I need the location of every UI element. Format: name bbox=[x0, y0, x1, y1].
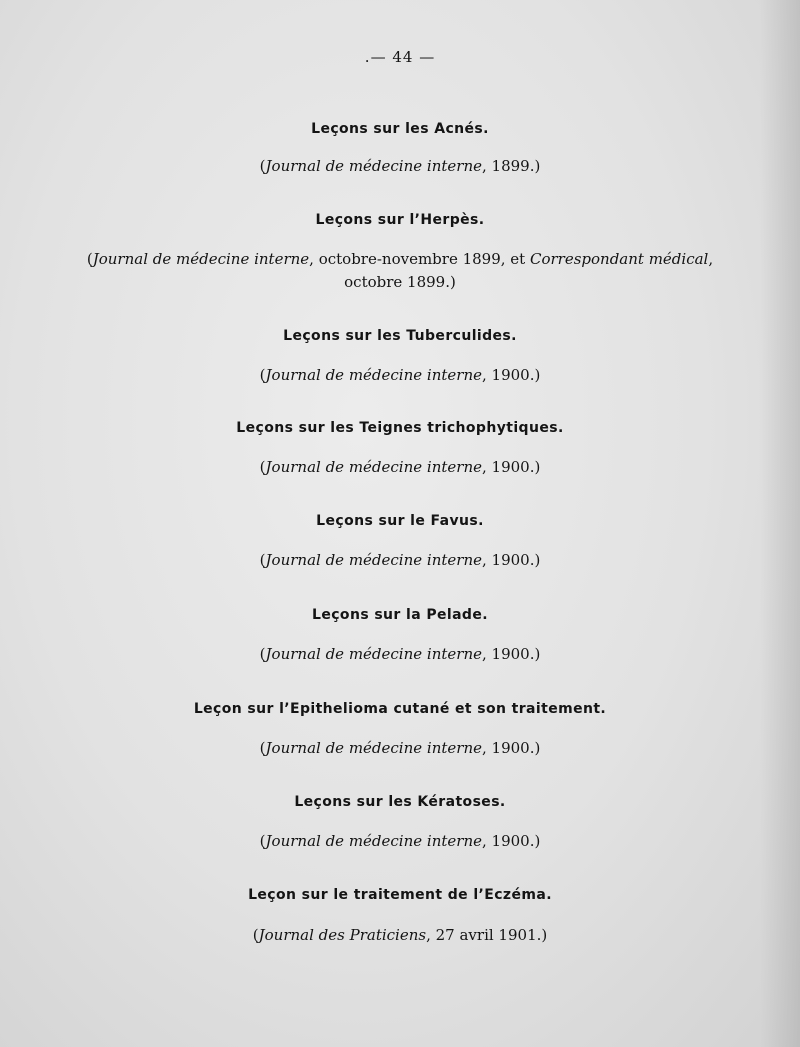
entry-source: (Journal de médecine interne, 1900.) bbox=[259, 739, 541, 757]
entry-source-continuation: octobre 1899.) bbox=[344, 273, 456, 291]
entry-source: (Journal de médecine interne, 1900.) bbox=[259, 645, 541, 663]
entry-title: Leçons sur les Acnés. bbox=[311, 121, 489, 137]
page-number: .— 44 — bbox=[364, 48, 436, 66]
entry-title: Leçons sur la Pelade. bbox=[312, 607, 488, 623]
entry-title: Leçons sur l’Herpès. bbox=[315, 212, 485, 228]
entry-title: Leçons sur les Kératoses. bbox=[294, 794, 506, 810]
entry-title: Leçon sur le traitement de l’Eczéma. bbox=[248, 887, 552, 903]
entry-source: (Journal de médecine interne, octobre-novembre 1899, et Correspondant médical, bbox=[86, 250, 714, 268]
entry-source: (Journal de médecine interne, 1899.) bbox=[259, 157, 541, 175]
entry-title: Leçons sur les Tuberculides. bbox=[283, 328, 517, 344]
entry-title: Leçons sur les Teignes trichophytiques. bbox=[236, 420, 564, 436]
entry-source: (Journal de médecine interne, 1900.) bbox=[259, 832, 541, 850]
entry-source: (Journal de médecine interne, 1900.) bbox=[259, 551, 541, 569]
entry-source: (Journal de médecine interne, 1900.) bbox=[259, 366, 541, 384]
entry-source: (Journal de médecine interne, 1900.) bbox=[259, 458, 541, 476]
entry-title: Leçon sur l’Epithelioma cutané et son traitement. bbox=[193, 701, 607, 717]
entry-source: (Journal des Praticiens, 27 avril 1901.) bbox=[252, 926, 548, 944]
entry-title: Leçons sur le Favus. bbox=[316, 513, 484, 529]
